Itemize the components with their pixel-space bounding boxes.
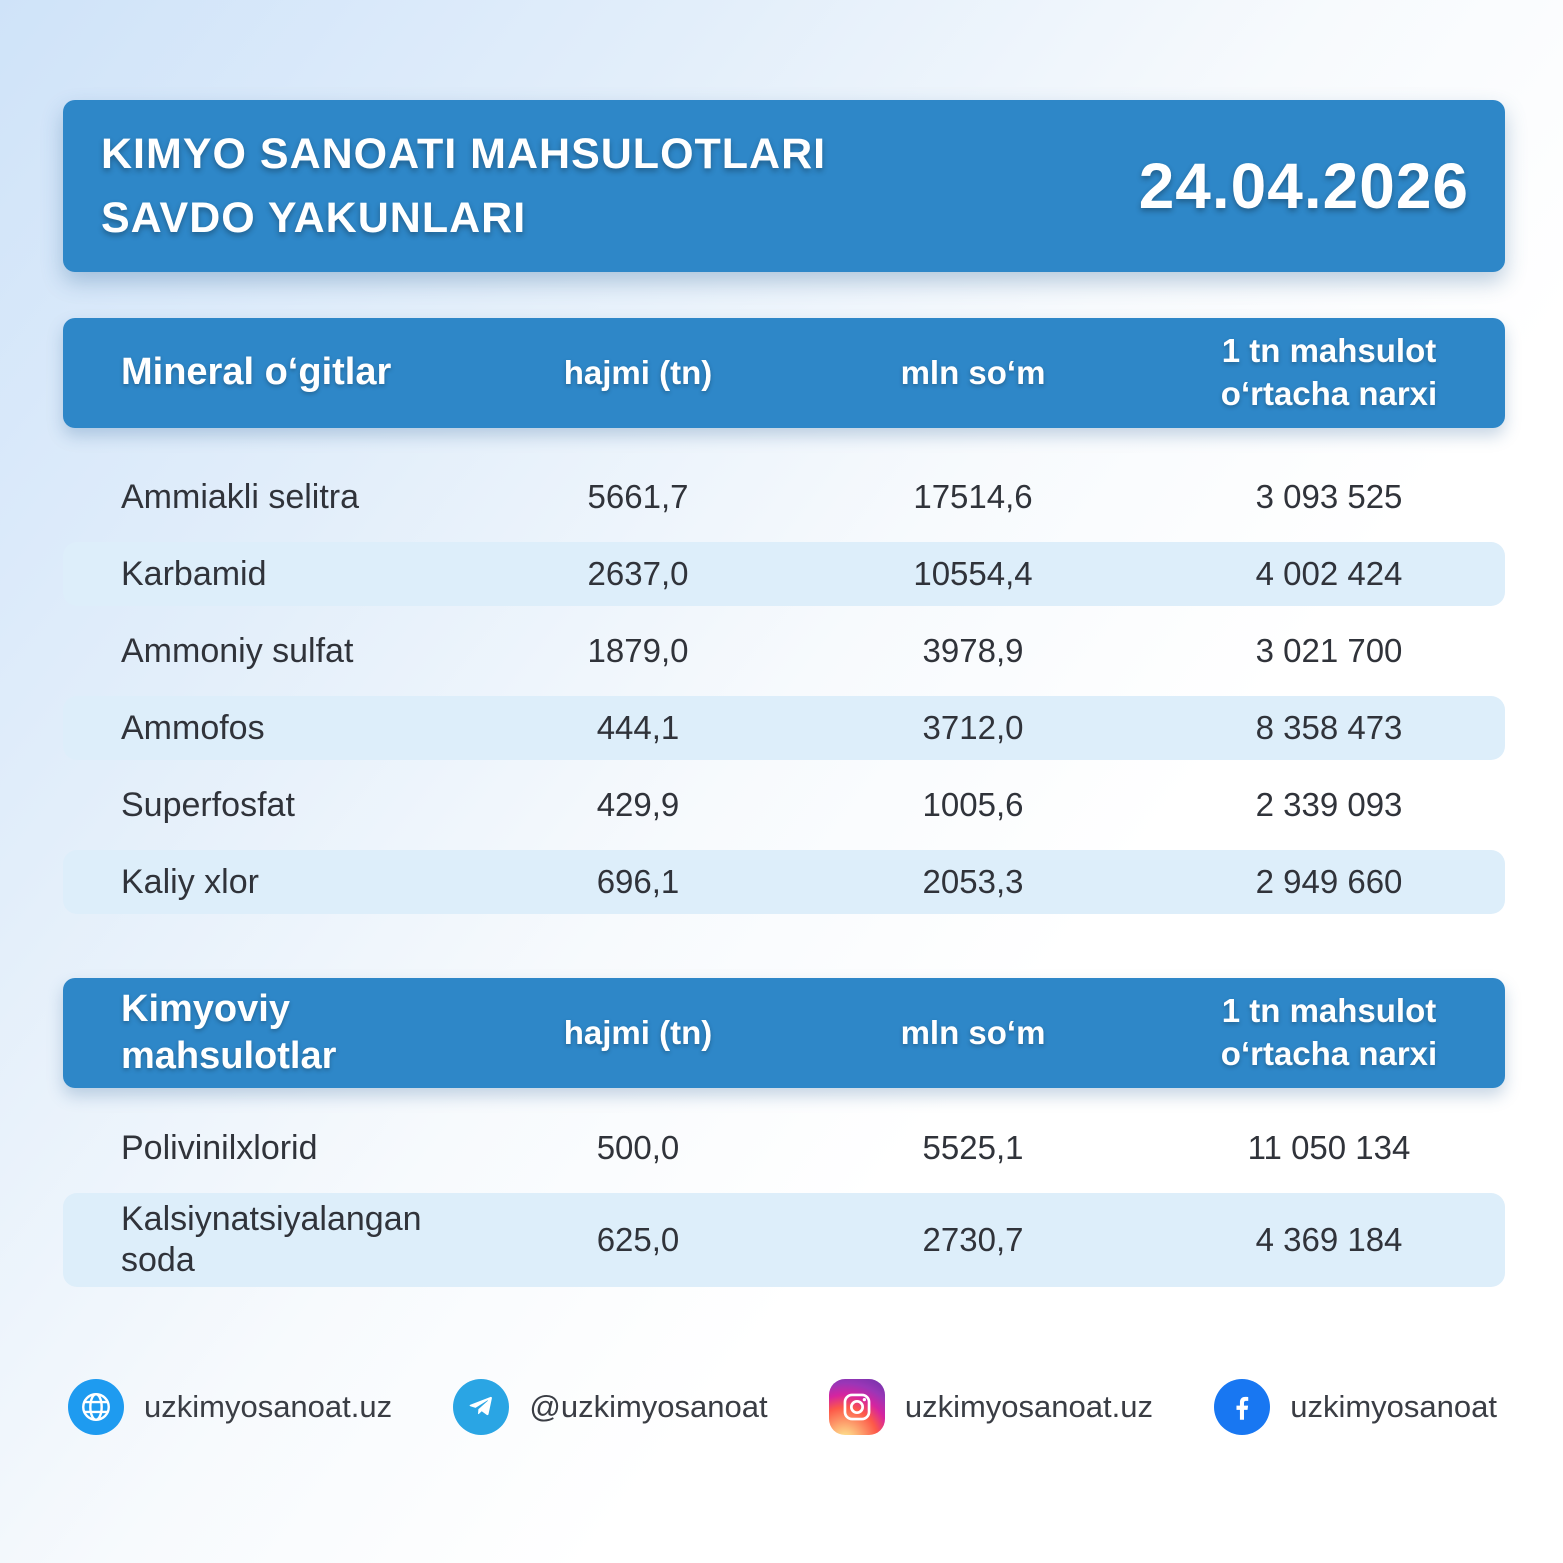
price-value: 2 339 093	[1255, 786, 1403, 823]
facebook-icon	[1214, 1379, 1270, 1435]
website-label: uzkimyosanoat.uz	[144, 1388, 393, 1424]
column-header-price: 1 tn mahsulot oʻrtacha narxi	[1220, 992, 1438, 1072]
table-title: Kimyoviy mahsulotlar	[121, 987, 337, 1077]
instagram-icon	[829, 1379, 885, 1435]
amount-value: 17514,6	[913, 478, 1033, 515]
amount-value: 2730,7	[922, 1220, 1024, 1258]
product-name: Karbamid	[121, 554, 267, 593]
instagram-link[interactable]	[829, 1379, 1153, 1435]
column-header-amount: mln soʻm	[900, 353, 1046, 391]
telegram-icon	[453, 1379, 509, 1435]
mineral-table-header	[63, 318, 1505, 428]
product-name: Kalsiynatsiyalangan soda	[121, 1200, 422, 1279]
page-title	[101, 122, 826, 251]
report-date: 24.04.2026	[1138, 150, 1469, 222]
column-header-price: 1 tn mahsulot oʻrtacha narxi	[1220, 332, 1438, 412]
header-banner	[63, 100, 1505, 272]
globe-icon	[68, 1379, 124, 1435]
table-row	[63, 773, 1505, 837]
telegram-label: @uzkimyosanoat	[529, 1388, 768, 1424]
table-row	[63, 465, 1505, 529]
chemical-table-rows	[63, 1116, 1505, 1287]
column-header-amount: mln soʻm	[900, 1013, 1046, 1051]
mineral-fertilizers-table	[63, 318, 1505, 914]
price-value: 4 369 184	[1255, 1220, 1403, 1258]
column-header-volume: hajmi (tn)	[563, 353, 713, 391]
volume-value: 429,9	[596, 786, 680, 823]
product-name: Kaliy xlor	[121, 862, 259, 901]
table-row	[63, 850, 1505, 914]
price-value: 4 002 424	[1255, 555, 1403, 592]
column-header-volume: hajmi (tn)	[563, 1013, 713, 1051]
facebook-label: uzkimyosanoat	[1290, 1388, 1497, 1424]
chemical-products-table	[63, 978, 1505, 1287]
volume-value: 5661,7	[587, 478, 689, 515]
footer-socials	[63, 1379, 1505, 1435]
product-name: Ammofos	[121, 708, 265, 747]
mineral-table-rows	[63, 465, 1505, 914]
volume-value: 500,0	[596, 1129, 680, 1166]
table-row	[63, 542, 1505, 606]
price-value: 2 949 660	[1255, 863, 1403, 900]
amount-value: 1005,6	[922, 786, 1024, 823]
table-row	[63, 619, 1505, 683]
telegram-link[interactable]	[453, 1379, 767, 1435]
price-value: 8 358 473	[1255, 709, 1403, 746]
amount-value: 10554,4	[913, 555, 1033, 592]
price-value: 3 021 700	[1255, 632, 1403, 669]
volume-value: 1879,0	[587, 632, 689, 669]
product-name: Polivinilxlorid	[121, 1128, 318, 1167]
price-value: 3 093 525	[1255, 478, 1403, 515]
website-link[interactable]	[68, 1379, 392, 1435]
price-value: 11 050 134	[1247, 1129, 1411, 1166]
volume-value: 625,0	[596, 1220, 680, 1258]
page-title-line1: KIMYO SANOATI MAHSULOTLARI	[101, 129, 827, 178]
table-title: Mineral oʻgitlar	[121, 351, 392, 394]
product-name: Ammoniy sulfat	[121, 631, 354, 670]
volume-value: 696,1	[596, 863, 680, 900]
table-row	[63, 1193, 1505, 1287]
amount-value: 3712,0	[922, 709, 1024, 746]
page-title-line2: SAVDO YAKUNLARI	[101, 194, 527, 242]
amount-value: 3978,9	[922, 632, 1024, 669]
product-name: Ammiakli selitra	[121, 477, 360, 516]
product-name: Superfosfat	[121, 785, 295, 824]
amount-value: 5525,1	[922, 1129, 1024, 1166]
table-row	[63, 1116, 1505, 1180]
volume-value: 2637,0	[587, 555, 689, 592]
instagram-label: uzkimyosanoat.uz	[904, 1388, 1153, 1424]
amount-value: 2053,3	[922, 863, 1024, 900]
chemical-table-header	[63, 978, 1505, 1088]
volume-value: 444,1	[596, 709, 680, 746]
facebook-link[interactable]	[1214, 1379, 1497, 1435]
table-row	[63, 696, 1505, 760]
